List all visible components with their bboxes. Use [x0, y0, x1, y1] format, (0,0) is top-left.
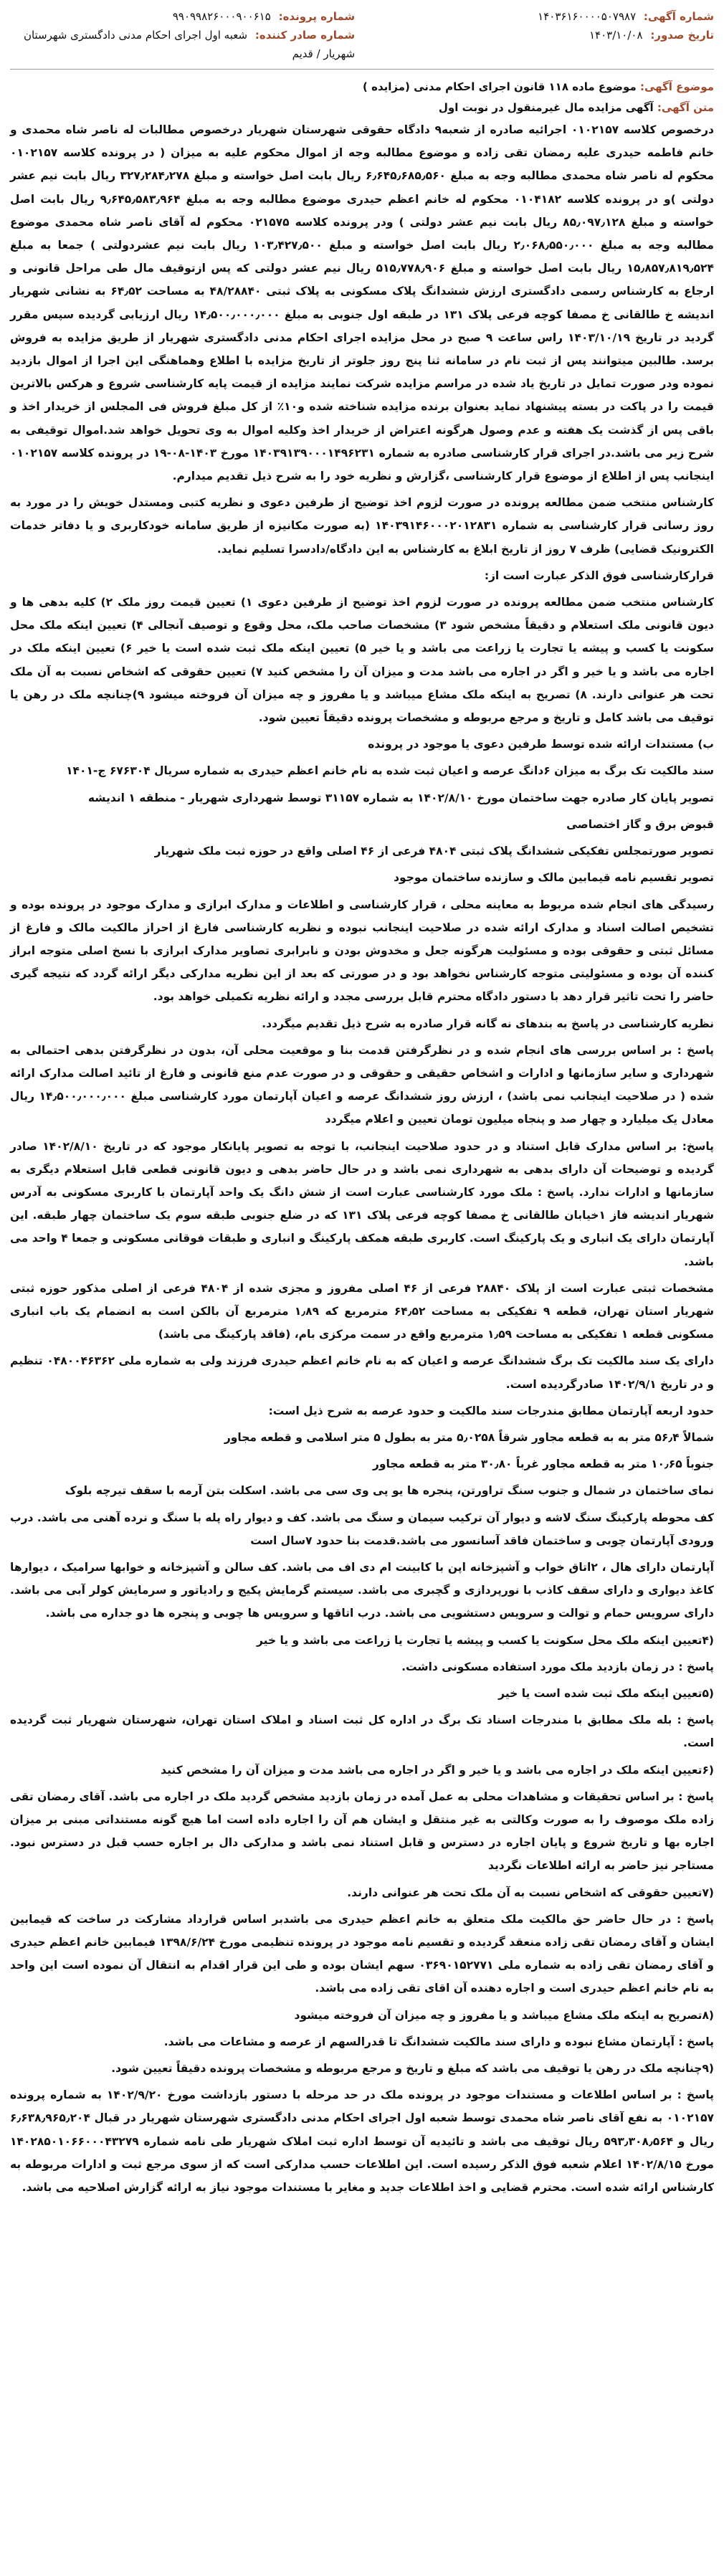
body-paragraph: درخصوص کلاسه ۰۱۰۲۱۵۷ اجرائیه صادره از شعبه۹ دادگاه حقوقی شهرستان شهریار درخصوص مطالبات له ناصر شاه محمدی و خانم فاطمه حیدری علیه رمضان تقی زاده و موضوع مطالبه وجه از اموال محکوم علیه به میزان ( در پرونده کلاسه ۰۱۰۲۱۵۷ محکوم له ناصر شاه محمدی مطالبه وجه به مبلغ ۶٫۶۴۵٫۶۸۵٫۵۶۰ ریال بابت اصل خواسته و مبلغ ۳۲۷٫۲۸۴٫۲۷۸ ریال بابت نیم عشر دولتی )و در پرونده کلاسه ۰۱۰۴۱۸۲ محکوم له خانم اعظم حیدری موضوع مطالبه وجه به مبلغ ۹٫۶۴۵٫۵۸۳٫۹۶۴ ریال بابت اصل خواسته و مبلغ ۸۵٫۰۹۷٫۱۲۸ ریال بابت نیم عشر دولتی ) ودر پرونده کلاسه ۰۲۱۵۷۵ محکوم له آقای ناصر شاه محمدی موضوع مطالبه وجه به مبلغ ۲٫۰۶۸٫۵۵۰٫۰۰۰ ریال بابت اصل خواسته و مبلغ ۱۰۳٫۴۲۷٫۵۰۰ ریال بابت نیم عشردولتی ) جمعا به مبلغ ۱۵٫۸۵۷٫۸۱۹٫۵۲۴ ریال بابت اصل خواسته و مبلغ ۵۱۵٫۷۷۸٫۹۰۶ ریال نیم عشر دولتی که پس ازتوقیف مال طی مراحل قانونی و ارجاع به کارشناس رسمی دادگستری ارزش ششدانگ پلاک مسکونی به پلاک ثبتی ۴۸/۲۸۸۴۰ به مساحت ۶۴٫۵۲ به نشانی شهریار اندیشه خ طالقانی خ مصفا کوچه فرعی پلاک ۱۳۱ در طبقه اول جنوبی به مبلغ ۱۴٫۵۰۰٫۰۰۰٫۰۰۰ ریال ارزیابی گردیده سپس مقرر گردید در تاریخ ۱۴۰۳/۱۰/۱۹ راس ساعت ۹ صبح در محل مزایده اجرای احکام مدنی دادگستری شهریار از طریق مزایده به فروش برسد. طالبین میتوانند پس از ثبت نام در سامانه ثنا پنج روز جلوتر از تاریخ مزایده با اطلاع وهماهنگی این اجرا از اموال بازدید نموده ودر صورت تمایل در تاریخ یاد شده در مراسم مزایده شرکت نمایند مزایده از قیمت پایه کارشناسی شروع و هرکس بالاترین قیمت را در پاکت در بسته پیشنهاد نماید بعنوان برنده مزایده شناخته شده و۱۰٪ از کل مبلغ فروش فی المجلس از خریدار اخذ و باقی پس از گذشت یک هفته و عدم وصول هرگونه اعتراض از خریدار اخذ وکلیه اموال به وی تحویل خواهد شد.اموال توقیفی به شرح زیر می باشد.در اجرای قرار کارشناسی صادره به شماره ۱۴۰۳۹۱۳۹۰۰۰۱۴۹۶۲۳۱ مورخ ۱۴۰۳-۰۸-۱۹ در پرونده کلاسه ۰۱۰۲۱۵۷ اینجانب پس از اطلاع از موضوع قرار کارشناسی ،گزارش و نظریه خود را به شرح ذیل تقدیم میدارم.	[10, 123, 715, 483]
body-paragraph: (۶تعیین اینکه ملک در اجاره می باشد و یا خیر و اگر در اجاره می باشد مدت و میزان آن را مشخص کنید	[161, 1763, 714, 1777]
body-paragraph: حدود اربعه آپارتمان مطابق مندرجات سند مالکیت و حدود عرصه به شرح ذیل است:	[268, 1404, 714, 1417]
body-paragraph: پاسخ : بله ملک مطابق با مندرجات اسناد تک برگ در اداره کل ثبت اسناد و املاک استان تهران، شهرستان شهریار ثبت گردیده است.	[10, 1714, 714, 1750]
content-heading	[10, 97, 714, 118]
body-paragraph: دارای یک سند مالکیت تک برگ ششدانگ عرصه و اعیان که به نام خانم اعظم حیدری فرزند ولی به شماره ملی ۰۴۸۰۰۴۶۳۶۲ تنظیم و در تاریخ ۱۴۰۲/۹/۱ صادرگردیده است.	[10, 1354, 715, 1391]
body-paragraph: جنوباً ۱۰٫۶۵ متر به قطعه مجاور غرباً ۳۰٫۸۰ متر به قطعه مجاور	[372, 1458, 714, 1471]
subject-text: موضوع ماده ۱۱۸ قانون اجرای احکام مدنی (مزایده )	[363, 80, 637, 93]
body-paragraph: تصویر صورتمجلس تفکیکی ششدانگ پلاک ثبتی ۴۸۰۴ فرعی از ۴۶ اصلی واقع در حوزه ثبت ملک شهریار	[154, 845, 714, 858]
body-paragraph: شمالاً ۵۶٫۴ متر به به قطعه مجاور شرقاً ۵٫۰۲۵۸ متر به بطول ۵ متر اسلامی و قطعه مجاور	[224, 1430, 714, 1444]
body-paragraph: کارشناس منتخب ضمن مطالعه پرونده در صورت لزوم اخذ توضیح از طرفین دعوی ۱) تعیین قیمت روز ملک ۲) کلیه بدهی ها و دیون قانونی ملک استعلام و دقیقاً مشخص شود ۳) مشخصات صاحب ملک، محل وقوع و توصیف آنجالی ۴) تعیین اینکه ملک محل سکونت یا کسب و پیشه یا تجارت یا زراعت می باشد و یا خیر ۵) تعیین اینکه ملک ثبت شده است یا خیر ۶) تعیین اینکه ملک در اجاره می باشد و یا خیر و اگر در اجاره می باشد مدت و میزان آن را مشخص کنید ۷) تعیین حقوقی که اشخاص نسبت به آن ملک تحت هر عنوانی دارند. ۸) تصریح به اینکه ملک مشاع میباشد و یا مفروز و چه میزان آن فروخته میشود ۹)چنانچه ملک در رهن یا توقیف می باشد کامل و تاریخ و مرجع مربوطه و مشخصات پرونده دقیقاً تعیین شود.	[10, 596, 714, 725]
issuer-label: شماره صادر کننده:	[254, 29, 356, 42]
body-paragraph: (۹چنانچه ملک در رهن یا توقیف می باشد که مبلغ و تاریخ و مرجع مربوطه و مشخصات پرونده دقیقاً تعیین شود.	[111, 2062, 714, 2076]
subject-label: موضوع آگهی:	[639, 80, 714, 93]
body-paragraph: قرارکارشناسی فوق الذکر عبارت است از:	[484, 569, 714, 582]
body-paragraph: پاسخ : بر اساس بررسی های انجام شده و در نظرگرفتن قدمت بنا و موقعیت محلی آن، بدون در نظرگرفتن بدهی احتمالی به شهرداری و سایر سازمانها و ادارات و اشخاص حقیقی و حقوقی و در صورت عدم منع قانونی و فارغ از تائید اصالت مدارک ارائه شده ( در صلاحیت اینجانب نمی باشد) ، ارزش روز ششدانگ عرصه و اعیان آپارتمان مورد کارشناسی مبلغ ۱۴٫۵۰۰٫۰۰۰٫۰۰۰ ریال معادل یک میلیارد و چهار صد و پنجاه میلیون تومان تعیین و اعلام میگردد	[10, 1043, 714, 1126]
header-divider	[10, 69, 714, 70]
body-paragraph: پاسخ : بر اساس اطلاعات و مستندات موجود در پرونده ملک در حد مرحله با دستور بازداشت مورخ ۱۴۰۲/۹/۲۰ به شماره پرونده ۰۱۰۲۱۵۷ به نفع آقای ناصر شاه محمدی توسط شعبه اول اجرای احکام مدنی دادگستری شهرستان شهریار در قبال ۶٫۶۳۸٫۹۶۵٫۲۰۴ ریال و ۵۹۳٫۳۰۸٫۵۶۴ ریال توقیف می باشد و تائیدیه آن توسط اداره ثبت املاک شهریار طی نامه شماره ۱۴۰۲۸۵۰۱۰۶۶۰۰۰۴۳۲۷۹ مورخ ۱۴۰۲/۸/۱۵ اعلام شعبه فوق الذکر رسیده است. این اطلاعات حسب مدارکی است که از سوی مرجع ثبت و ادارات مربوطه به کارشناس ارائه شده است. محترم قضایی و اخذ اطلاعات جدید و مغایر با مستندات موجود نیاز به ارائه گزارش اصلاحیه می باشد.	[10, 2088, 714, 2195]
subject-row	[10, 77, 714, 97]
body-paragraph: تصویر پایان کار صادره جهت ساختمان مورخ ۱۴۰۲/۸/۱۰ به شماره ۳۱۱۵۷ توسط شهرداری شهریار - منطقه ۱ اندیشه	[87, 791, 714, 804]
issue-date-label: تاریخ صدور:	[650, 29, 714, 42]
body-paragraph: پاسخ: بر اساس مدارک قابل استناد و در حدود صلاحیت اینجانب، با توجه به تصویر پایانکار موجود که در تاریخ ۱۴۰۲/۸/۱۰ صادر گردیده و توضیحات آن دارای بدهی به شهرداری نمی باشد و در حال حاضر بدهی و دیون قانونی قطعی قابل استعلام دیگری به سازمانها و ادارات ندارد. پاسخ : ملک مورد کارشناسی عبارت است از شش دانگ یک واحد آپارتمان با کاربری مسکونی به آدرس شهریار اندیشه فاز ۱خیابان طالقانی خ مصفا کوچه فرعی پلاک ۱۳۱ که در ضلع جنوبی طبقه سوم یک ساختمان چهار طبقه. این آپارتمان دارای یک انباری و یک پارکینگ است. کاربری طبقه همکف پارکینگ و انباری و طبقات فوقانی مسکونی و جمعا ۴ واحد می باشد.	[10, 1139, 715, 1268]
file-number-row	[10, 7, 355, 26]
body-paragraph: نظریه کارشناسی در پاسخ به بندهای نه گانه قرار صادره به شرح ذیل تقدیم میگردد.	[262, 1017, 714, 1030]
issuer-row	[10, 26, 355, 63]
body-paragraph: کارشناس منتخب ضمن مطالعه پرونده در صورت لزوم اخذ توضیح از طرفین دعوی و نظریه کتبی ومستدل خویش را در مورد به روز رسانی قرار کارشناسی به شماره ۱۴۰۳۹۱۴۶۰۰۰۲۰۱۲۸۳۱ (به صورت مکانیزه از طریق سامانه خودکاربری و یا دفاتر خدمات الکترونیک قضایی) ظرف ۷ روز از تاریخ ابلاغ به کارشناس به این دادگاه/دادسرا تسلیم نماید.	[10, 496, 714, 556]
body-paragraph: (۷تعیین حقوقی که اشخاص نسبت به آن ملک تحت هر عنوانی دارند.	[347, 1886, 714, 1899]
ad-number: ۱۴۰۳۶۱۶۰۰۰۰۵۰۷۹۸۷	[538, 10, 637, 23]
body-paragraph: پاسخ : در حال حاضر حق مالکیت ملک متعلق به خانم اعظم حیدری می باشدبر اساس قرارداد مشارکت در ساخت که قیمابین ایشان و آقای رمضان تقی زاده منعقد گردیده و تقسیم نامه موجود در پرونده تنظیمی مورخ ۱۳۹۸/۶/۲۴ فیمابین خانم اعظم حیدری و آقای رمضان تقی زاده به شماره ملی ۰۳۶۹۰۱۵۲۷۷۱ سهم ایشان بوده و طی این قرار اقدام به انتقال آن نموده است این واحد به نام خانم اعظم حیدری است و اجاره دهنده آن اقای تقی زاده می باشد.	[10, 1912, 714, 1995]
header-left-column	[10, 7, 355, 63]
issue-date-row	[369, 26, 714, 44]
file-number: ۹۹۰۹۹۸۲۶۰۰۰۹۰۰۶۱۵	[172, 10, 271, 23]
notice-body	[10, 118, 714, 2199]
file-number-label: شماره پرونده:	[278, 10, 356, 23]
notice-header	[10, 7, 714, 63]
header-right-column	[369, 7, 714, 44]
body-paragraph: قبوض برق و گاز اختصاصی	[566, 817, 714, 831]
ad-number-row	[369, 7, 714, 26]
content-label: متن آگهی:	[657, 101, 714, 114]
body-paragraph: کف محوطه پارکینگ سنگ لاشه و دیوار آن ترکیب سیمان و سنگ می باشد. کف و دیوار راه پله با سنگ و نرده آهنی می باشد. درب ورودی آپارتمان چوبی و ساختمان فاقد آسانسور می باشد.قدمت بنا حدود ۷سال است	[10, 1511, 714, 1547]
body-paragraph: پاسخ : بر اساس تحقیقات و مشاهدات محلی به عمل آمده در زمان بازدید مشخص گردید ملک در اجاره می باشد. آقای رمضان تقی زاده ملک موصوف را به صورت وکالتی به غیر منتقل و ایشان هم آن را اجاره داده است اما هیچ گونه مستنداتی مبنی بر میزان اجاره بها و تاریخ شروع و پایان اجاره در دسترس و قابل استناد نمی باشد و مدارکی دال بر اجاره حسب قبل در دسترس نبود. مستاجر نیز حاضر به ارائه اطلاعات نگردید	[10, 1790, 714, 1873]
ad-number-label: شماره آگهی:	[643, 10, 714, 23]
body-paragraph: ب) مستندات ارائه شده توسط طرفین دعوی یا موجود در پرونده	[368, 738, 714, 751]
content-title: آگهی مزایده مال غیرمنقول در نوبت اول	[438, 101, 654, 114]
body-paragraph: رسیدگی های انجام شده مربوط به معاینه محلی ، قرار کارشناسی و اطلاعات و مدارک ابرازی و مدارک موجود در پرونده بوده و تشخیص اصالت اسناد و مدارک ارائه شده در صلاحیت اینجانب نبوده و نظریه کارشناسی فارغ از احراز مالکیت مالک و فارغ از مسائل ثبتی و حقوقی بوده و مسئولیت هرگونه جعل و مخدوش بودن و نابرابری تصاویر مدارک ابرازی با نسخ اصلی متوجه ابراز کننده آن بوده و مسئولیتی متوجه کارشناس نخواهد بود و در صورتی که بعد از این نظریه مدارکی دیگر ارائه گردد که نتیجه گیری حاضر را تحت تاثیر قرار دهد با دستور دادگاه محترم قابل بررسی مجدد و ارائه نظریه تکمیلی خواهد بود.	[10, 898, 714, 1004]
body-paragraph: سند مالکیت تک برگ به میزان ۶دانگ عرصه و اعیان ثبت شده به نام خانم اعظم حیدری به شماره سریال ۶۷۶۳۰۴ ج-۱۴۰۱	[66, 764, 714, 778]
body-paragraph: (۸تصریح به اینکه ملک مشاع میباشد و یا مفروز و چه میزان آن فروخته میشود	[294, 2008, 714, 2022]
body-paragraph: پاسخ : آپارتمان مشاع نبوده و دارای سند مالکیت ششدانگ تا قدرالسهم از عرصه و مشاعات می باشد.	[163, 2035, 714, 2048]
body-paragraph: آپارتمان دارای هال ، ۲اتاق خواب و آشپزخانه اپن با کابینت ام دی اف می باشد. کف سالن و آشپزخانه و خوابها سرامیک ، دیوارها کاغذ دیواری و دارای سقف کاذب با نورپردازی و گچبری می باشد. سیستم گرمایش پکیج و رادیاتور و سرمایش کولر آبی می باشد. دارای سرویس حمام و توالت و سرویس دستشویی می باشد. درب اتاقها و سرویس ها چوبی و پنجره ها دو جداره می باشد.	[10, 1560, 714, 1620]
body-paragraph: (۵تعیین اینکه ملک ثبت شده است یا خیر	[498, 1687, 714, 1700]
body-paragraph: پاسخ : در زمان بازدید ملک مورد استفاده مسکونی داشت.	[401, 1660, 714, 1673]
issuer: شعبه اول اجرای احکام مدنی دادگستری شهرستان شهریار / قدیم	[23, 29, 356, 60]
body-paragraph: تصویر تقسیم نامه قیمابین مالک و سازنده ساختمان موجود	[394, 871, 714, 885]
issue-date: ۱۴۰۳/۱۰/۰۸	[589, 29, 643, 42]
body-paragraph: مشخصات ثبتی عبارت است از پلاک ۲۸۸۴۰ فرعی از ۴۶ اصلی مفروز و مجزی شده از ۴۸۰۴ فرعی از اصلی مذکور حوزه ثبتی شهریار استان تهران، قطعه ۹ تفکیکی به مساحت ۶۴٫۵۲ مترمربع که ۱٫۸۹ مترمربع آن بالکن است به انضمام یک باب انباری مسکونی قطعه ۱ تفکیکی به مساحت ۱٫۵۹ مترمربع واقع در سمت مرکزی بام، (فاقد پارکینگ می باشد)	[10, 1281, 714, 1341]
body-paragraph: نمای ساختمان در شمال و جنوب سنگ تراورتن، پنجره ها یو پی وی سی می باشد. اسکلت بتن آرمه با سقف تیرچه بلوک	[65, 1484, 714, 1498]
body-paragraph: (۴تعیین اینکه ملک محل سکونت یا کسب و پیشه یا تجارت یا زراعت می باشد و یا خیر	[256, 1633, 714, 1647]
